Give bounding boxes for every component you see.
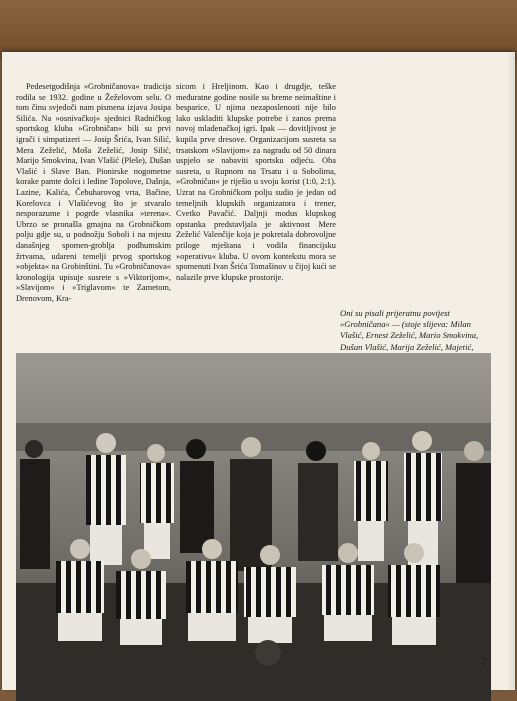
article-column-2: sicom i Hreljinom. Kao i drugdje, teške međuratne godine nosile su breme neimaštine i besparice. U njima nezaposlenosti nije bilo lako uskladiti klupske potrebe i zanos prema novoj mladenačkoj igri. Ipak — dovitljivost je kupila prve dresove. Organizacijom susreta sa trsatskom »Slavijom« za nagradu od 50 dinara uspjelo se nabaviti sportsku odjeću. Oba susreta, u Rupnom na Trsatu i u Sobolima, »Grobničan« je riješio u svoju korist (1:0, 2:1). Uzrat na Grobničkom polju sudio je jedan od temeljnih klupskih organizatora i trener, Cvetko Pavačić. Daljnji modus klupskog opstanka predstavljala je aktivnost Mere Zeželić Valenčije koja je pokretala dobrovoljne priloge mještana i vodila financijsku »operativu« kluba. U ovom kontekstu mora se spomenuti Ivan Šrića Tomašinov u čijoj kući se nalazile prve klupske prostorije. <box>176 82 336 282</box>
article-column-1: Pedesetgodišnja »Grobničanova« tradicija rodila se 1932. godine u Žeželovom selu. O tom činu svjedoči nam pismena izjava Josipa Silića. Na »osnivačkoj« sjednici Radničkog sportskog kluba »Grobničan« bili su prvi igrači i simpatizeri — Josip Šrića, Ivan Silić, Mera Zeželić, Moša Zeželić, Josip Silić, Marijo Smokvina, Ivan Vlašić (Pleše), Dušan Vlašić i Slave Ban. Pionirske nogometne korake pamte dolci i ledine Topolove, Dašnja, Lazine, Kalića, Čebuharovog vrta, Bačine, Korelovca i Vlašićevog što je stvaralo nesporazume i pogrde vlasnika »terena«. Ubrzo se pronašla gmajna na Grobničkom polju gdje su, u podnožju Soboli i na mjestu današnjeg spomen-groblja podhumskim žrtvama, udareni temelji prvog sportskog »objekta« na Grobinštini. Tu »Grobničanova« kronologija upisuje susrete s »Viktorijom«, »Slavijom« i »Triglavom« te Zametom, Drenovom, Kra- <box>16 82 171 303</box>
wooden-table-background <box>0 0 517 60</box>
photo-caption: Oni su pisali prijeratnu povijest »Grobničana« — (stoje slijeva: Milan Vlašić, Ernest Zeželić, Mario Smokvina, Dušan Vlašić, Marija Zeželić, Majetić, <box>340 308 479 352</box>
book-page <box>2 52 515 690</box>
team-photo <box>16 353 491 701</box>
page-number: 7 <box>482 657 488 667</box>
team-photo-illustration <box>16 353 491 701</box>
